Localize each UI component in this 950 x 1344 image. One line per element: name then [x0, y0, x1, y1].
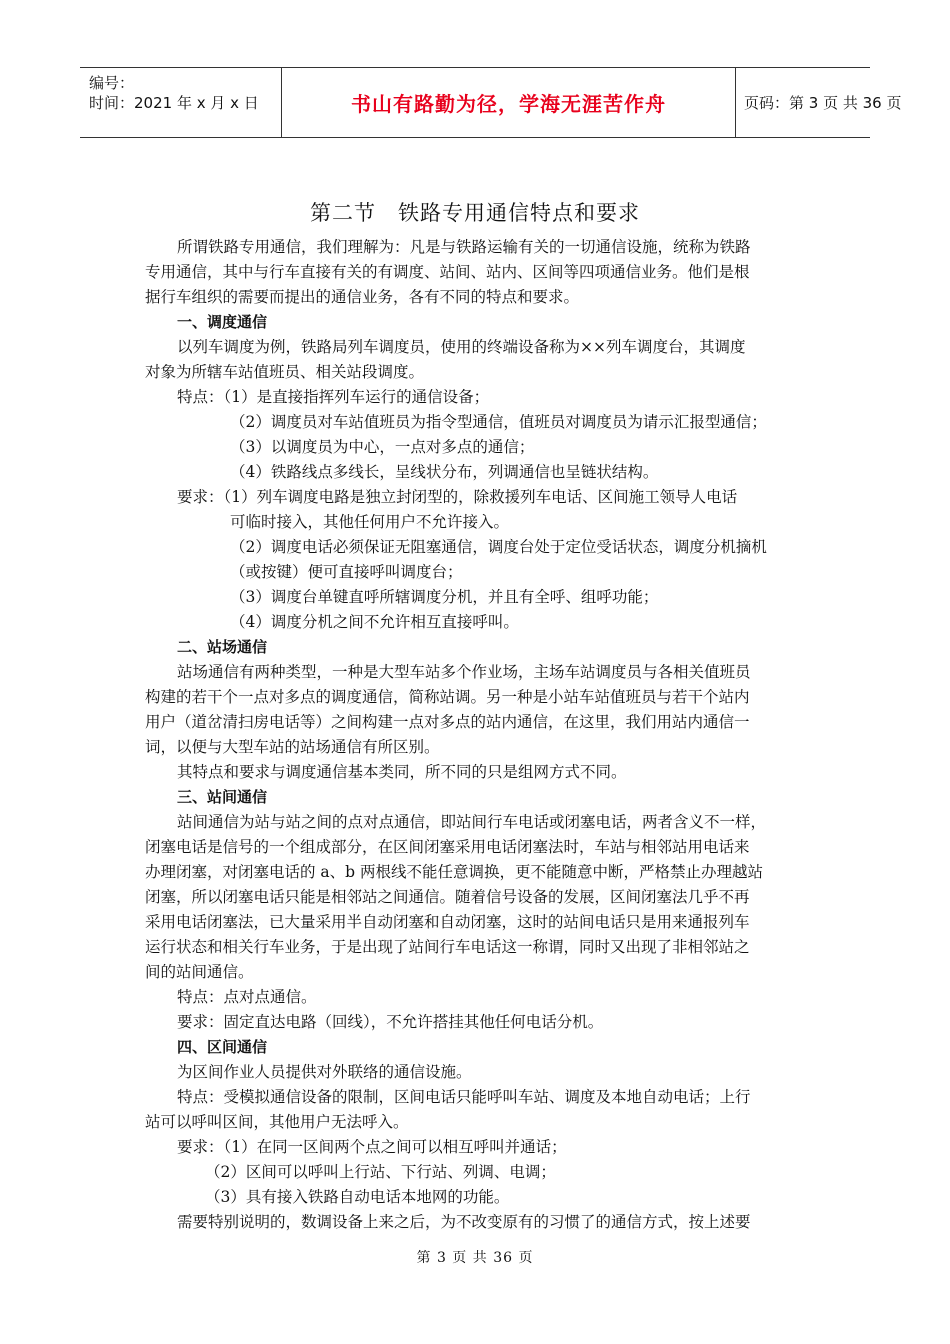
paragraph-line: 办理闭塞，对闭塞电话的 a、b 两根线不能任意调换，更不能随意中断，严格禁止办理越站	[145, 863, 764, 881]
feature-line: 站可以呼叫区间，其他用户无法呼入。	[145, 1113, 409, 1131]
paragraph-line: 闭塞，所以闭塞电话只能是相邻站之间通信。随着信号设备的发展，区间闭塞法几乎不再	[145, 888, 750, 906]
document-date: 时间：2021 年 x 月 x 日	[89, 94, 259, 112]
feature-line: （3）以调度员为中心，一点对多点的通信；	[230, 438, 535, 456]
requirement-line: （4）调度分机之间不允许相互直接呼叫。	[230, 613, 519, 631]
paragraph-line: 运行状态和相关行车业务，于是出现了站间行车电话这一称谓，同时又出现了非相邻站之	[145, 938, 750, 956]
page-header	[80, 67, 902, 138]
requirement-line: （3）具有接入铁路自动电话本地网的功能。	[205, 1188, 510, 1206]
paragraph-line: 用户（道岔清扫房电话等）之间构建一点对多点的站内通信，在这里，我们用站内通信一	[145, 713, 750, 731]
paragraph-line: 构建的若干个一点对多点的调度通信，简称站调。另一种是小站车站值班员与若干个站内	[145, 688, 750, 706]
paragraph-line: 专用通信，其中与行车直接有关的有调度、站间、站内、区间等四项通信业务。他们是根	[145, 263, 750, 281]
requirement-line: 要求：（1）在同一区间两个点之间可以相互呼叫并通话；	[177, 1138, 567, 1156]
feature-line: （2）调度员对车站值班员为指令型通信，值班员对调度员为请示汇报型通信；	[230, 413, 767, 431]
requirement-line: （3）调度台单键直呼所辖调度分机，并且有全呼、组呼功能；	[230, 588, 659, 606]
document-number-label: 编号：	[89, 74, 135, 92]
paragraph-line: 站间通信为站与站之间的点对点通信，即站间行车电话或闭塞电话，两者含义不一样，	[177, 813, 767, 831]
subheading-station-yard: 二、站场通信	[177, 638, 268, 656]
paragraph-line: 据行车组织的需要而提出的通信业务，各有不同的特点和要求。	[145, 288, 580, 306]
paragraph-line: 以列车调度为例，铁路局列车调度员，使用的终端设备称为××列车调度台，其调度	[177, 338, 746, 356]
feature-line: （4）铁路线点多线长，呈线状分布，列调通信也呈链状结构。	[230, 463, 659, 481]
requirement-line: 可临时接入，其他任何用户不允许接入。	[230, 513, 510, 531]
section-title: 第二节 铁路专用通信特点和要求	[310, 201, 640, 225]
feature-line: 特点：（1）是直接指挥列车运行的通信设备；	[177, 388, 490, 406]
header-meta-cell	[80, 68, 281, 137]
requirement-line: （或按键）便可直接呼叫调度台；	[230, 563, 463, 581]
paragraph-line: 对象为所辖车站值班员、相关站段调度。	[145, 363, 425, 381]
feature-line: 特点：点对点通信。	[177, 988, 317, 1006]
paragraph-line: 词，以便与大型车站的站场通信有所区别。	[145, 738, 440, 756]
subheading-inter-station: 三、站间通信	[177, 788, 268, 806]
paragraph-line: 闭塞电话是信号的一个组成部分，在区间闭塞采用电话闭塞法时，车站与相邻站用电话来	[145, 838, 750, 856]
paragraph-line: 为区间作业人员提供对外联络的通信设施。	[177, 1063, 472, 1081]
motto-text: 书山有路勤为径，学海无涯苦作舟	[351, 92, 666, 116]
paragraph-line: 站场通信有两种类型，一种是大型车站多个作业场，主场车站调度员与各相关值班员	[177, 663, 751, 681]
paragraph-line: 其特点和要求与调度通信基本类同，所不同的只是组网方式不同。	[177, 763, 627, 781]
header-motto-cell	[281, 68, 736, 137]
requirement-line: （2）区间可以呼叫上行站、下行站、列调、电调；	[205, 1163, 556, 1181]
paragraph-line: 采用电话闭塞法，已大量采用半自动闭塞和自动闭塞，这时的站间电话只是用来通报列车	[145, 913, 750, 931]
header-page-info: 页码：第 3 页 共 36 页	[744, 94, 902, 112]
requirement-line: （2）调度电话必须保证无阻塞通信，调度台处于定位受话状态，调度分机摘机	[230, 538, 767, 556]
requirement-line: 要求：（1）列车调度电路是独立封闭型的，除救援列车电话、区间施工领导人电话	[177, 488, 738, 506]
paragraph-line: 需要特别说明的，数调设备上来之后，为不改变原有的习惯了的通信方式，按上述要	[177, 1213, 751, 1231]
subheading-section-comm: 四、区间通信	[177, 1038, 268, 1056]
requirement-line: 要求：固定直达电路（回线），不允许搭挂其他任何电话分机。	[177, 1013, 604, 1031]
subheading-dispatch: 一、调度通信	[177, 313, 268, 331]
feature-line: 特点：受模拟通信设备的限制，区间电话只能呼叫车站、调度及本地自动电话；上行	[177, 1088, 751, 1106]
paragraph-line: 所谓铁路专用通信，我们理解为：凡是与铁路运输有关的一切通信设施，统称为铁路	[177, 238, 751, 256]
paragraph-line: 间的站间通信。	[145, 963, 254, 981]
header-page-cell	[736, 68, 902, 137]
page-footer: 第 3 页 共 36 页	[416, 1250, 534, 1266]
